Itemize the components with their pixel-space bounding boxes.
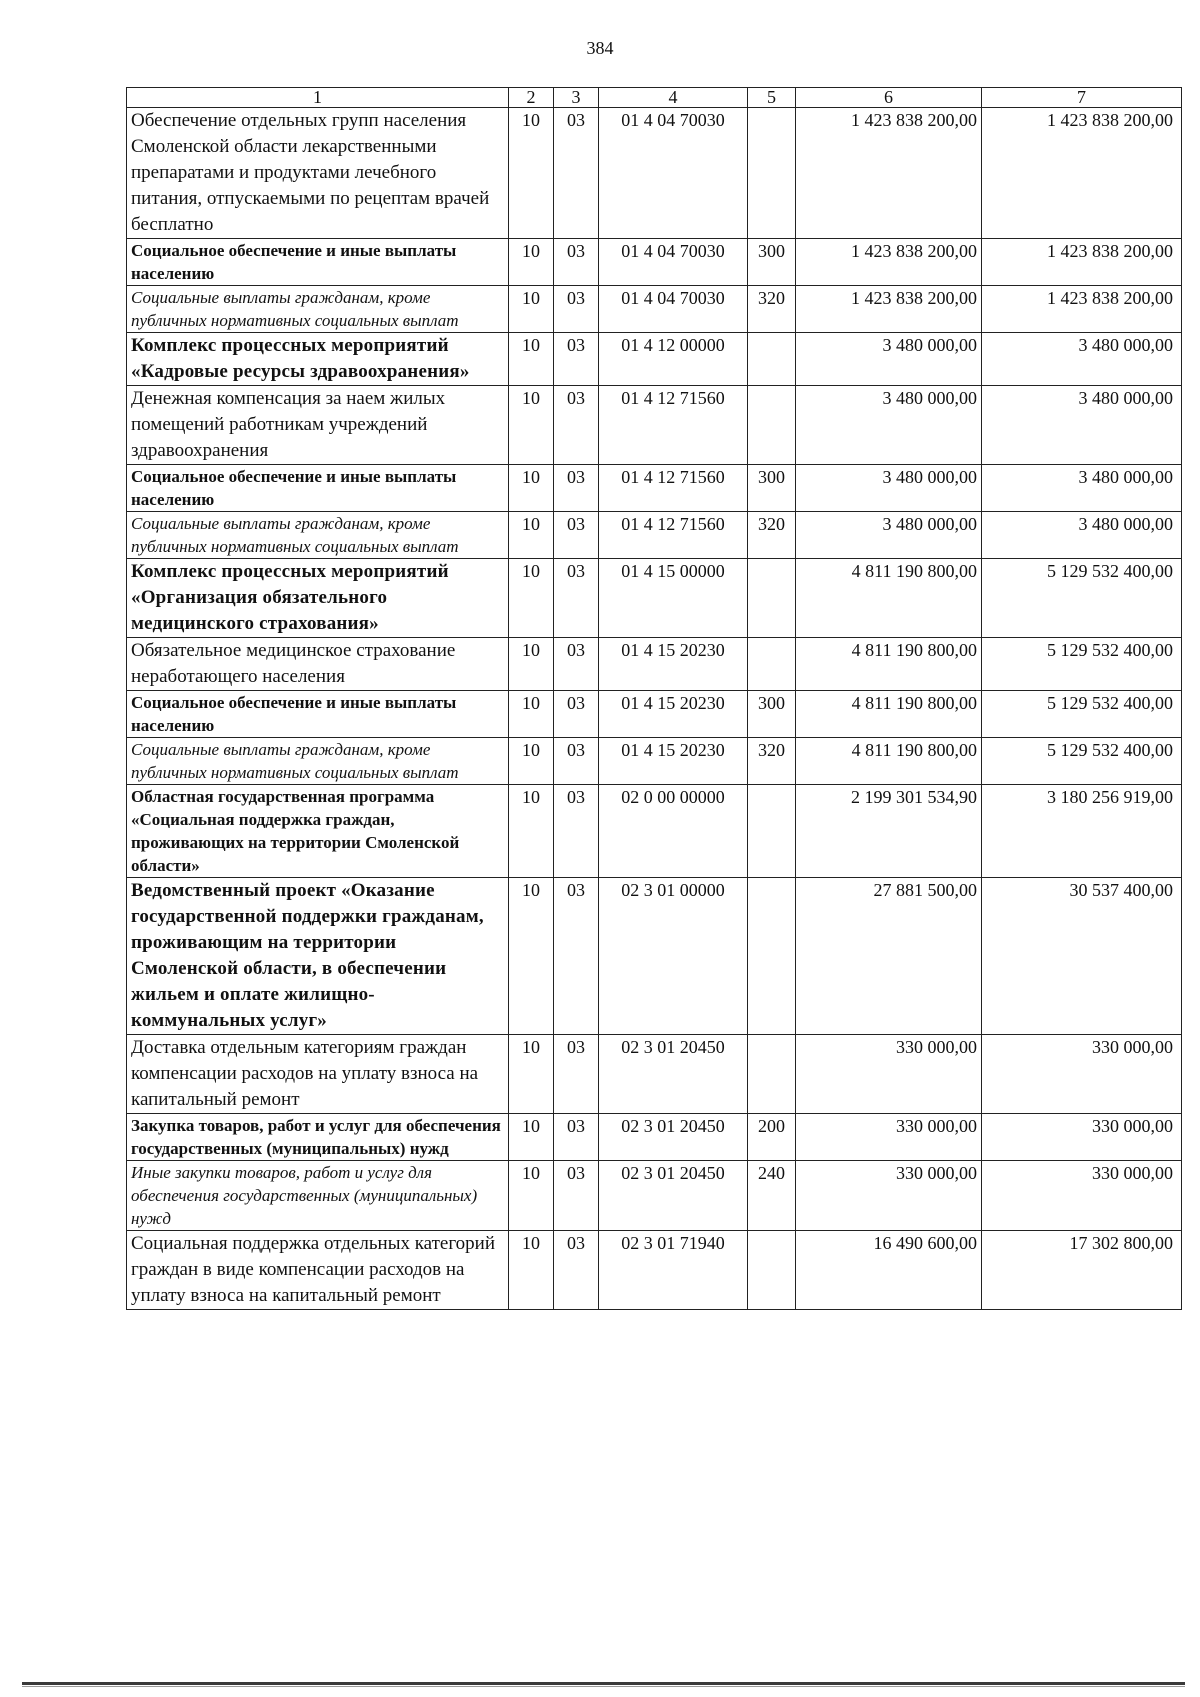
row-expense-type-cell [748,559,796,638]
row-amount-year1-cell: 4 811 190 800,00 [796,559,982,638]
row-code-cell: 01 4 15 20230 [599,691,748,738]
table-row [127,386,1182,465]
row-section-cell: 10 [509,691,554,738]
row-amount-year2-cell: 330 000,00 [982,1035,1182,1114]
header-col-3: 3 [554,88,599,108]
header-col-5: 5 [748,88,796,108]
bottom-scan-edge [22,1682,1185,1685]
row-amount-year1-cell: 3 480 000,00 [796,512,982,559]
table-row [127,1035,1182,1114]
row-amount-year2-cell: 3 480 000,00 [982,333,1182,386]
row-code-cell: 02 3 01 00000 [599,878,748,1035]
row-expense-type-cell: 320 [748,738,796,785]
row-code-cell: 01 4 12 00000 [599,333,748,386]
row-amount-year2-cell: 1 423 838 200,00 [982,286,1182,333]
row-expense-type-cell [748,1035,796,1114]
row-amount-year1-cell: 16 490 600,00 [796,1231,982,1310]
row-expense-type-cell: 300 [748,465,796,512]
row-subsection-cell: 03 [554,1231,599,1310]
row-expense-type-cell [748,1231,796,1310]
row-amount-year2-cell: 3 180 256 919,00 [982,785,1182,878]
row-subsection-cell: 03 [554,386,599,465]
row-amount-year2-cell: 3 480 000,00 [982,512,1182,559]
row-code-cell: 01 4 04 70030 [599,239,748,286]
row-code-cell: 02 3 01 20450 [599,1114,748,1161]
row-name-cell: Обеспечение отдельных групп населения Смоленской области лекарственными препаратами и продуктами лечебного питания, отпускаемыми по рецептам врачей бесплатно [127,108,509,239]
row-amount-year2-cell: 3 480 000,00 [982,465,1182,512]
row-name-cell: Комплекс процессных мероприятий «Организация обязательного медицинского страхования» [127,559,509,638]
row-subsection-cell: 03 [554,1035,599,1114]
row-expense-type-cell [748,333,796,386]
row-name-cell: Социальные выплаты гражданам, кроме публичных нормативных социальных выплат [127,286,509,333]
row-section-cell: 10 [509,1035,554,1114]
row-amount-year2-cell: 330 000,00 [982,1114,1182,1161]
row-subsection-cell: 03 [554,785,599,878]
row-section-cell: 10 [509,1161,554,1231]
row-code-cell: 01 4 12 71560 [599,512,748,559]
row-section-cell: 10 [509,559,554,638]
row-expense-type-cell [748,878,796,1035]
header-col-4: 4 [599,88,748,108]
table-row [127,738,1182,785]
header-col-2: 2 [509,88,554,108]
row-amount-year1-cell: 4 811 190 800,00 [796,638,982,691]
row-section-cell: 10 [509,108,554,239]
row-section-cell: 10 [509,1114,554,1161]
row-code-cell: 01 4 15 00000 [599,559,748,638]
row-expense-type-cell: 300 [748,691,796,738]
row-name-cell: Комплекс процессных мероприятий «Кадровые ресурсы здравоохранения» [127,333,509,386]
row-amount-year2-cell: 5 129 532 400,00 [982,638,1182,691]
row-expense-type-cell: 200 [748,1114,796,1161]
row-amount-year2-cell: 3 480 000,00 [982,386,1182,465]
row-subsection-cell: 03 [554,738,599,785]
row-expense-type-cell: 300 [748,239,796,286]
row-subsection-cell: 03 [554,333,599,386]
table-row [127,1114,1182,1161]
row-subsection-cell: 03 [554,1114,599,1161]
row-name-cell: Ведомственный проект «Оказание государственной поддержки гражданам, проживающим на территории Смоленской области, в обеспечении жильем и оплате жилищно-коммунальных услуг» [127,878,509,1035]
table-row [127,785,1182,878]
row-amount-year2-cell: 5 129 532 400,00 [982,691,1182,738]
row-amount-year1-cell: 4 811 190 800,00 [796,691,982,738]
table-row [127,286,1182,333]
row-amount-year2-cell: 30 537 400,00 [982,878,1182,1035]
row-amount-year1-cell: 330 000,00 [796,1035,982,1114]
row-code-cell: 02 3 01 71940 [599,1231,748,1310]
row-subsection-cell: 03 [554,239,599,286]
row-name-cell: Закупка товаров, работ и услуг для обеспечения государственных (муниципальных) нужд [127,1114,509,1161]
header-col-7: 7 [982,88,1182,108]
header-col-6: 6 [796,88,982,108]
row-name-cell: Социальные выплаты гражданам, кроме публичных нормативных социальных выплат [127,512,509,559]
row-amount-year1-cell: 3 480 000,00 [796,465,982,512]
row-amount-year1-cell: 330 000,00 [796,1114,982,1161]
row-subsection-cell: 03 [554,559,599,638]
table-row [127,512,1182,559]
row-amount-year2-cell: 5 129 532 400,00 [982,559,1182,638]
row-name-cell: Иные закупки товаров, работ и услуг для обеспечения государственных (муниципальных) нужд [127,1161,509,1231]
table-row [127,878,1182,1035]
row-expense-type-cell [748,638,796,691]
row-subsection-cell: 03 [554,465,599,512]
row-amount-year2-cell: 1 423 838 200,00 [982,239,1182,286]
row-expense-type-cell: 320 [748,286,796,333]
row-name-cell: Доставка отдельным категориям граждан компенсации расходов на уплату взноса на капитальный ремонт [127,1035,509,1114]
budget-table [126,87,1182,1310]
row-section-cell: 10 [509,512,554,559]
row-expense-type-cell [748,108,796,239]
table-row [127,333,1182,386]
table-row [127,239,1182,286]
row-amount-year1-cell: 27 881 500,00 [796,878,982,1035]
table-row [127,1161,1182,1231]
row-subsection-cell: 03 [554,108,599,239]
table-row [127,108,1182,239]
row-section-cell: 10 [509,785,554,878]
row-amount-year1-cell: 1 423 838 200,00 [796,286,982,333]
table-row [127,638,1182,691]
table-row [127,691,1182,738]
row-subsection-cell: 03 [554,638,599,691]
row-name-cell: Обязательное медицинское страхование неработающего населения [127,638,509,691]
row-amount-year1-cell: 330 000,00 [796,1161,982,1231]
row-name-cell: Областная государственная программа «Социальная поддержка граждан, проживающих на территории Смоленской области» [127,785,509,878]
row-name-cell: Социальное обеспечение и иные выплаты населению [127,465,509,512]
row-subsection-cell: 03 [554,1161,599,1231]
row-section-cell: 10 [509,738,554,785]
row-expense-type-cell [748,785,796,878]
row-subsection-cell: 03 [554,878,599,1035]
row-section-cell: 10 [509,239,554,286]
row-amount-year2-cell: 330 000,00 [982,1161,1182,1231]
row-expense-type-cell: 320 [748,512,796,559]
row-code-cell: 02 3 01 20450 [599,1035,748,1114]
row-amount-year1-cell: 1 423 838 200,00 [796,239,982,286]
row-amount-year1-cell: 4 811 190 800,00 [796,738,982,785]
row-code-cell: 02 0 00 00000 [599,785,748,878]
table-header-row [127,88,1182,108]
row-section-cell: 10 [509,878,554,1035]
row-amount-year2-cell: 17 302 800,00 [982,1231,1182,1310]
row-section-cell: 10 [509,638,554,691]
row-name-cell: Социальная поддержка отдельных категорий граждан в виде компенсации расходов на уплату взноса на капитальный ремонт [127,1231,509,1310]
row-subsection-cell: 03 [554,286,599,333]
row-code-cell: 01 4 15 20230 [599,638,748,691]
row-section-cell: 10 [509,465,554,512]
row-section-cell: 10 [509,286,554,333]
row-section-cell: 10 [509,1231,554,1310]
row-name-cell: Социальные выплаты гражданам, кроме публичных нормативных социальных выплат [127,738,509,785]
row-subsection-cell: 03 [554,512,599,559]
header-col-1: 1 [127,88,509,108]
row-code-cell: 01 4 04 70030 [599,286,748,333]
row-amount-year1-cell: 1 423 838 200,00 [796,108,982,239]
page-number: 384 [586,38,614,58]
row-amount-year2-cell: 5 129 532 400,00 [982,738,1182,785]
row-amount-year2-cell: 1 423 838 200,00 [982,108,1182,239]
row-expense-type-cell [748,386,796,465]
row-section-cell: 10 [509,386,554,465]
row-amount-year1-cell: 2 199 301 534,90 [796,785,982,878]
table-row [127,559,1182,638]
row-code-cell: 01 4 04 70030 [599,108,748,239]
row-subsection-cell: 03 [554,691,599,738]
table-row [127,1231,1182,1310]
bottom-scan-edge-thin [22,1686,1185,1687]
row-name-cell: Денежная компенсация за наем жилых помещений работникам учреждений здравоохранения [127,386,509,465]
row-amount-year1-cell: 3 480 000,00 [796,386,982,465]
row-code-cell: 01 4 12 71560 [599,386,748,465]
row-name-cell: Социальное обеспечение и иные выплаты населению [127,691,509,738]
row-name-cell: Социальное обеспечение и иные выплаты населению [127,239,509,286]
row-code-cell: 02 3 01 20450 [599,1161,748,1231]
table-row [127,465,1182,512]
row-expense-type-cell: 240 [748,1161,796,1231]
row-code-cell: 01 4 15 20230 [599,738,748,785]
row-section-cell: 10 [509,333,554,386]
row-code-cell: 01 4 12 71560 [599,465,748,512]
row-amount-year1-cell: 3 480 000,00 [796,333,982,386]
